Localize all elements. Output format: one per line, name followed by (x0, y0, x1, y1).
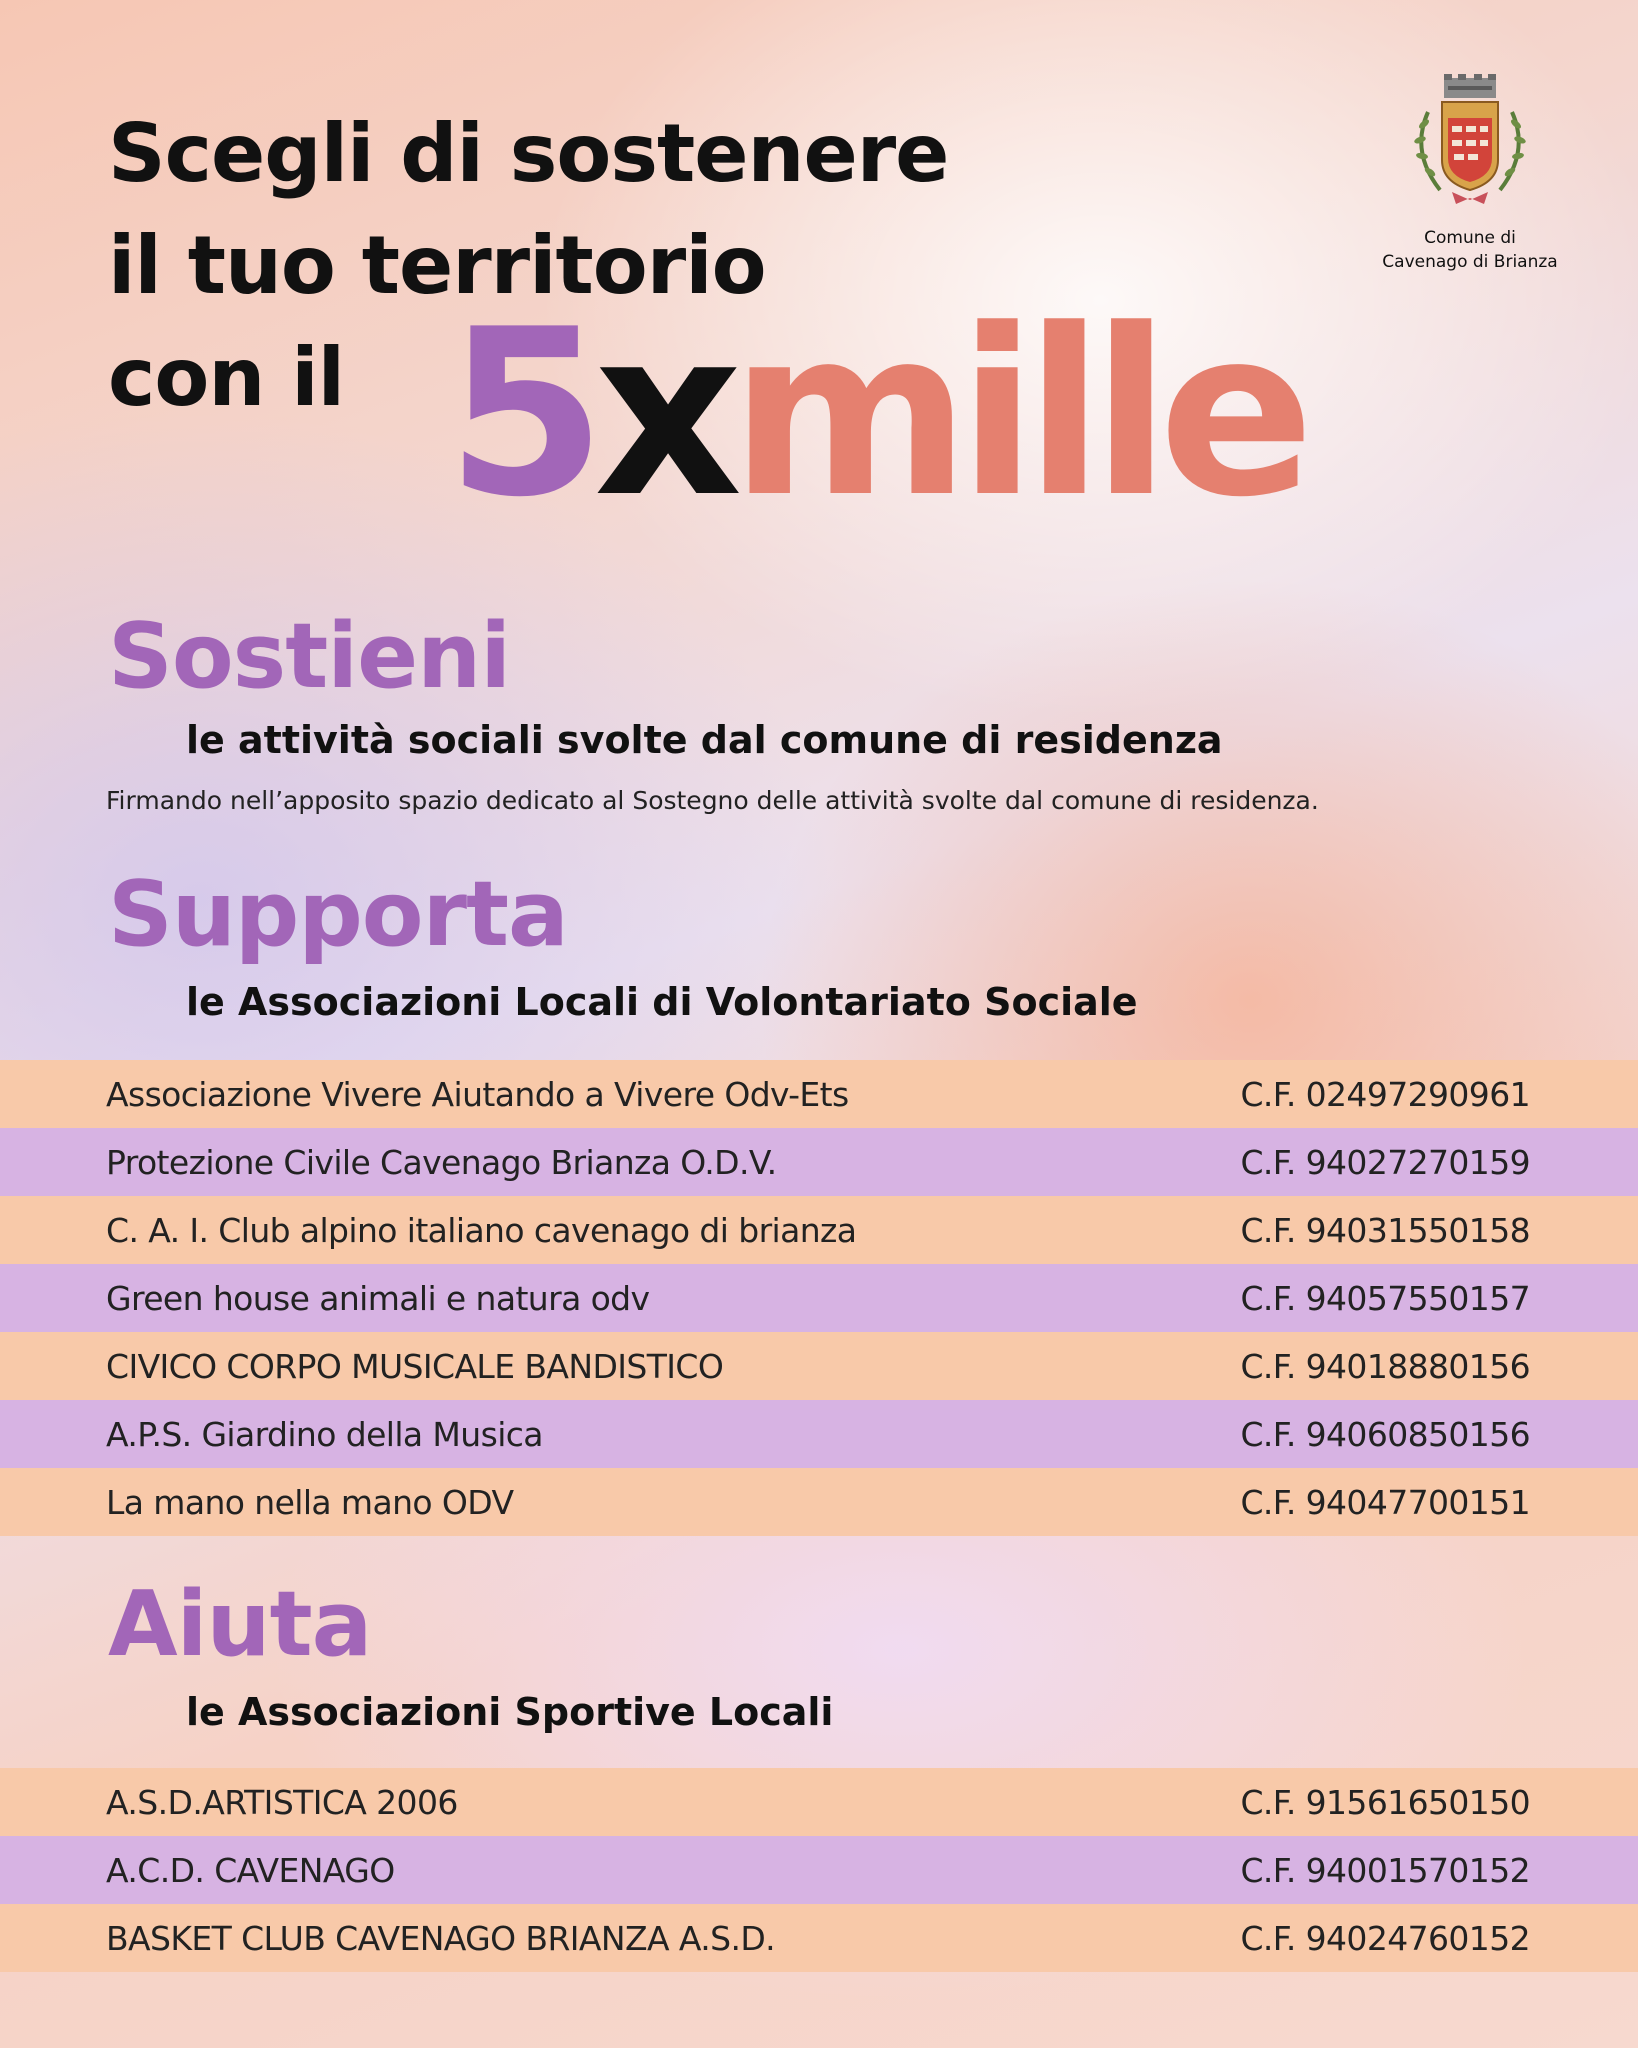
association-cf: C.F. 94024760152 (1240, 1918, 1530, 1958)
list-item (0, 1128, 1638, 1196)
sostieni-note: Firmando nell’apposito spazio dedicato al Sostegno delle attività svolte dal comune di residenza. (106, 786, 1319, 815)
sostieni-subtitle: le attività sociali svolte dal comune di residenza (186, 718, 1223, 762)
logo-mille: mille (730, 281, 1303, 548)
list-item (0, 1060, 1638, 1128)
list-item (0, 1264, 1638, 1332)
association-name: Green house animali e natura odv (106, 1278, 650, 1318)
association-cf: C.F. 94001570152 (1240, 1850, 1530, 1890)
supporta-title: Supporta (108, 862, 568, 967)
association-name: Associazione Vivere Aiutando a Vivere Odv-Ets (106, 1074, 849, 1114)
headline-line-1: Scegli di sostenere (108, 107, 949, 200)
association-name: BASKET CLUB CAVENAGO BRIANZA A.S.D. (106, 1918, 776, 1958)
sports-associations-list (0, 1768, 1638, 1972)
association-cf: C.F. 91561650150 (1240, 1782, 1530, 1822)
association-name: A.S.D.ARTISTICA 2006 (106, 1782, 458, 1822)
association-cf: C.F. 94060850156 (1240, 1414, 1530, 1454)
headline-line-2: il tuo territorio (108, 219, 766, 312)
list-item (0, 1836, 1638, 1904)
association-name: C. A. I. Club alpino italiano cavenago di brianza (106, 1210, 857, 1250)
crest-caption-line-2: Cavenago di Brianza (1382, 252, 1558, 272)
municipal-crest-icon (1400, 72, 1540, 212)
list-item (0, 1468, 1638, 1536)
association-cf: C.F. 02497290961 (1240, 1074, 1530, 1114)
association-cf: C.F. 94027270159 (1240, 1142, 1530, 1182)
association-name: A.C.D. CAVENAGO (106, 1850, 395, 1890)
association-name: La mano nella mano ODV (106, 1482, 514, 1522)
volunteer-associations-list (0, 1060, 1638, 1536)
list-item (0, 1196, 1638, 1264)
logo-x: x (594, 281, 731, 548)
crest-caption (1360, 226, 1580, 274)
logo-five: 5 (446, 281, 595, 548)
list-item (0, 1904, 1638, 1972)
list-item (0, 1768, 1638, 1836)
association-name: Protezione Civile Cavenago Brianza O.D.V. (106, 1142, 777, 1182)
crest-caption-line-1: Comune di (1424, 228, 1516, 248)
list-item (0, 1400, 1638, 1468)
association-name: A.P.S. Giardino della Musica (106, 1414, 543, 1454)
aiuta-subtitle: le Associazioni Sportive Locali (186, 1690, 834, 1734)
list-item (0, 1332, 1638, 1400)
supporta-subtitle: le Associazioni Locali di Volontariato Sociale (186, 980, 1138, 1024)
association-cf: C.F. 94031550158 (1240, 1210, 1530, 1250)
association-cf: C.F. 94047700151 (1240, 1482, 1530, 1522)
association-cf: C.F. 94018880156 (1240, 1346, 1530, 1386)
association-name: CIVICO CORPO MUSICALE BANDISTICO (106, 1346, 724, 1386)
sostieni-title: Sostieni (108, 604, 511, 709)
association-cf: C.F. 94057550157 (1240, 1278, 1530, 1318)
5xmille-logo (446, 281, 1303, 548)
headline-line-3: con il (108, 331, 345, 424)
aiuta-title: Aiuta (108, 1572, 372, 1677)
